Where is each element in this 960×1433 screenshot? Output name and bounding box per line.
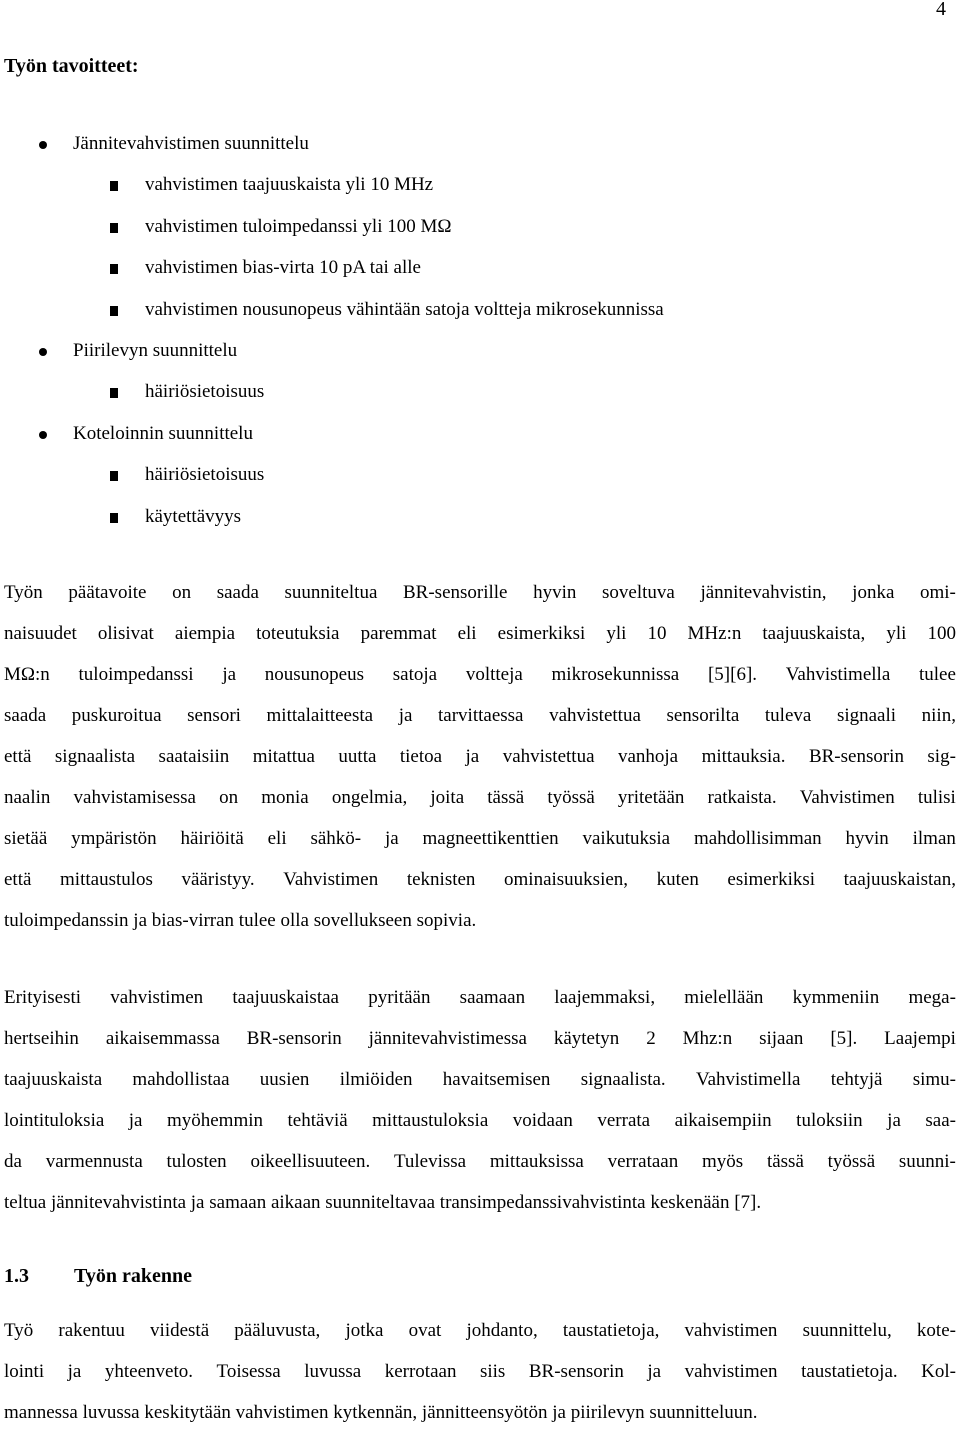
goal-subitem: häiriösietoisuus — [145, 464, 265, 486]
bullet-square-icon — [110, 306, 118, 316]
bullet-square-icon — [110, 388, 118, 398]
paragraph-line: da varmennusta tulosten oikeellisuuteen. Tulevissa mittauksissa verrataan myös tässä työssä suunni- — [4, 1151, 956, 1172]
subsection-number: 1.3 — [4, 1265, 29, 1287]
paragraph-line: että signaalista saataisiin mitattua uutta tietoa ja vahvistettua vanhoja mittauksia. BR-sensorin sig- — [4, 746, 956, 767]
paragraph-line: saada puskuroitua sensori mittalaitteesta ja tarvittaessa vahvistettua sensorilta tuleva signaali niin, — [4, 705, 956, 726]
paragraph-bandwidth — [4, 977, 956, 1223]
bullet-square-icon — [110, 181, 118, 191]
paragraph-line: mannessa luvussa keskitytään vahvistimen kytkennän, jännitteensyötön ja piirilevyn suunnitteluun. — [4, 1402, 758, 1423]
bullet-square-icon — [110, 513, 118, 523]
page-number: 4 — [936, 0, 946, 20]
subsection-title: Työn rakenne — [74, 1265, 192, 1287]
paragraph-line: että mittaustulos vääristyy. Vahvistimen teknisten ominaisuuksien, kuten esimerkiksi taajuuskaistan, — [4, 869, 956, 890]
paragraph-line: naisuudet olisivat aiempia toteutuksia paremmat eli esimerkiksi yli 10 MHz:n taajuuskaista, yli 100 — [4, 623, 956, 644]
bullet-square-icon — [110, 264, 118, 274]
goal-subitem: vahvistimen bias-virta 10 pA tai alle — [145, 257, 421, 279]
bullet-dot-icon — [39, 431, 47, 439]
paragraph-structure — [4, 1310, 956, 1433]
paragraph-line: MΩ:n tuloimpedanssi ja nousunopeus satoja voltteja mikrosekunnissa [5][6]. Vahvistimella tulee — [4, 664, 956, 685]
bullet-dot-icon — [39, 348, 47, 356]
paragraph-line: Työ rakentuu viidestä pääluvusta, jotka ovat johdanto, taustatietoja, vahvistimen suunnittelu, kote- — [4, 1320, 956, 1341]
goal-item: Piirilevyn suunnittelu — [73, 340, 238, 361]
paragraph-line: taajuuskaista mahdollistaa uusien ilmiöiden havaitsemisen signaalista. Vahvistimella tehtyjä simu- — [4, 1069, 956, 1090]
paragraph-line: Työn päätavoite on saada suunniteltua BR-sensorille hyvin soveltuva jännitevahvistin, jonka omi- — [4, 582, 956, 603]
goal-item: Koteloinnin suunnittelu — [73, 422, 253, 444]
paragraph-goal-description — [4, 572, 956, 941]
paragraph-line: hertseihin aikaisemmassa BR-sensorin jännitevahvistimessa käytetyn 2 Mhz:n sijaan [5]. Laajempi — [4, 1028, 956, 1049]
section-heading: Työn tavoitteet: — [4, 55, 139, 77]
goal-item: Jännitevahvistimen suunnittelu — [73, 133, 309, 154]
paragraph-line: lointi ja yhteenveto. Toisessa luvussa kerrotaan siis BR-sensorin ja vahvistimen taustatietoja. Kol- — [4, 1361, 956, 1382]
paragraph-line: lointituloksia ja myöhemmin tehtäviä mittaustuloksia voidaan verrata aikaisempiin tuloksiin ja saa- — [4, 1110, 956, 1131]
paragraph-line: sietää ympäristön häiriöitä eli sähkö- ja magneettikenttien vaikutuksia mahdollisimman hyvin ilman — [4, 828, 956, 849]
paragraph-line: Erityisesti vahvistimen taajuuskaistaa pyritään saamaan laajemmaksi, mielellään kymmeniin mega- — [4, 987, 956, 1008]
goal-subitem: vahvistimen taajuuskaista yli 10 MHz — [145, 174, 434, 196]
paragraph-line: teltua jännitevahvistinta ja samaan aikaan suunniteltavaa transimpedanssivahvistinta keskenään [7]. — [4, 1192, 762, 1213]
bullet-square-icon — [110, 471, 118, 481]
paragraph-line: tuloimpedanssin ja bias-virran tulee olla sovellukseen sopivia. — [4, 910, 477, 931]
goal-subitem: käytettävyys — [145, 505, 242, 527]
goal-subitem: häiriösietoisuus — [145, 381, 265, 403]
goal-subitem: vahvistimen nousunopeus vähintään satoja voltteja mikrosekunnissa — [145, 298, 664, 320]
bullet-square-icon — [110, 223, 118, 233]
paragraph-line: naalin vahvistamisessa on monia ongelmia, joita tässä työssä yritetään ratkaista. Vahvistimen tulisi — [4, 787, 956, 808]
bullet-dot-icon — [39, 141, 47, 149]
goal-subitem: vahvistimen tuloimpedanssi yli 100 MΩ — [145, 215, 452, 237]
